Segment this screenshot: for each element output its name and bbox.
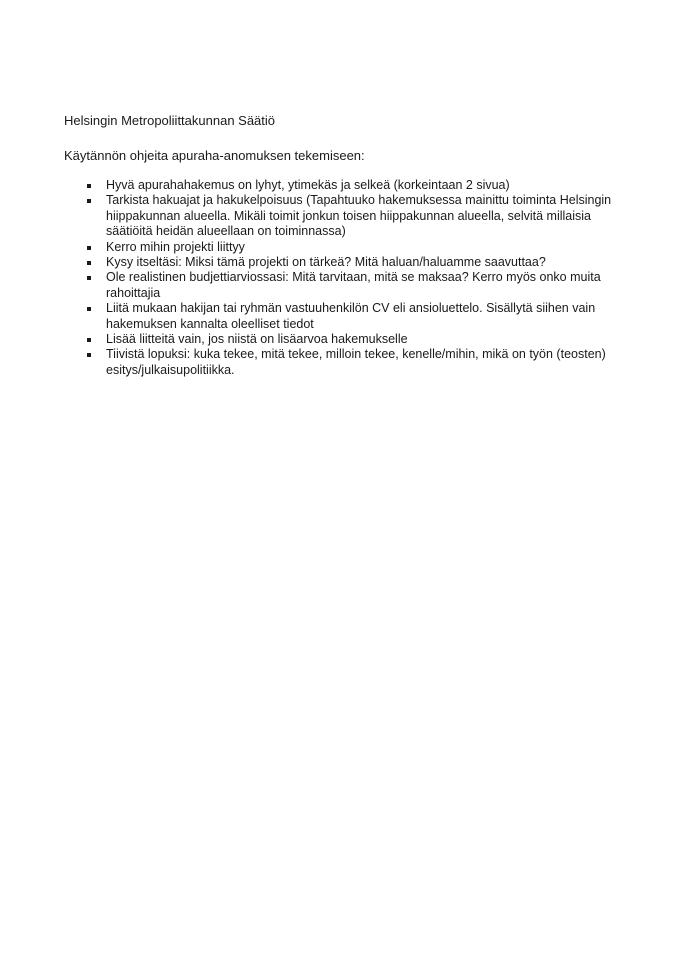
list-item-text: Tarkista hakuajat ja hakukelpoisuus (Tapahtuuko hakemuksessa mainittu toiminta Helsingin hiippakunnan alueella. Mikäli toimit jonkun toisen hiippakunnan alueella, selvitä millaisia säätiöitä heidän alueellaan on toiminnassa) bbox=[106, 193, 612, 239]
list-item bbox=[64, 193, 624, 239]
list-item-text: Kerro mihin projekti liittyy bbox=[106, 239, 245, 254]
bullet-square-icon bbox=[87, 307, 91, 311]
list-item bbox=[64, 240, 624, 255]
organization-title: Helsingin Metropoliittakunnan Säätiö bbox=[64, 113, 276, 128]
list-item-text: Tiivistä lopuksi: kuka tekee, mitä tekee, milloin tekee, kenelle/mihin, mikä on työn (teosten) esitys/julkaisupolitiikka. bbox=[106, 347, 606, 377]
list-item-text: Ole realistinen budjettiarviossasi: Mitä tarvitaan, mitä se maksaa? Kerro myös onko muita rahoittajia bbox=[106, 270, 601, 300]
list-item bbox=[64, 301, 624, 332]
list-item bbox=[64, 332, 624, 347]
list-item-text: Liitä mukaan hakijan tai ryhmän vastuuhenkilön CV eli ansioluettelo. Sisällytä siihen vain hakemuksen kannalta oleelliset tiedot bbox=[106, 301, 596, 331]
intro-heading: Käytännön ohjeita apuraha-anomuksen tekemiseen: bbox=[64, 148, 365, 163]
tips-list bbox=[64, 178, 624, 378]
list-item-text: Lisää liitteitä vain, jos niistä on lisäarvoa hakemukselle bbox=[106, 332, 408, 347]
list-item bbox=[64, 178, 624, 193]
bullet-square-icon bbox=[87, 261, 91, 265]
list-item-text: Hyvä apurahahakemus on lyhyt, ytimekäs ja selkeä (korkeintaan 2 sivua) bbox=[106, 178, 510, 192]
bullet-square-icon bbox=[87, 338, 91, 342]
bullet-square-icon bbox=[87, 246, 91, 250]
list-item bbox=[64, 255, 624, 270]
bullet-square-icon bbox=[87, 276, 91, 280]
list-item-text: Kysy itseltäsi: Miksi tämä projekti on tärkeä? Mitä haluan/haluamme saavuttaa? bbox=[106, 255, 546, 270]
bullet-square-icon bbox=[87, 353, 91, 357]
list-item bbox=[64, 347, 624, 378]
bullet-square-icon bbox=[87, 184, 91, 188]
list-item bbox=[64, 270, 624, 301]
bullet-square-icon bbox=[87, 199, 91, 203]
